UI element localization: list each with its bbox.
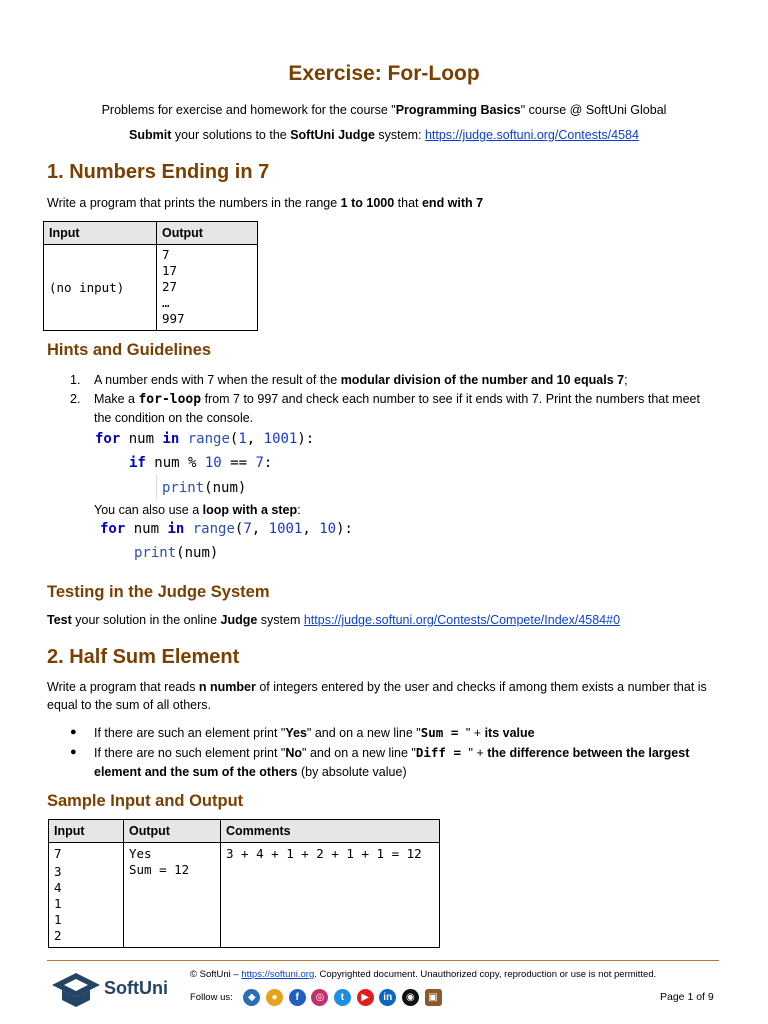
page-number: Page 1 of 9 [660,991,714,1003]
code-line: for num in range(1, 1001): [95,431,315,447]
numbers-example-table [43,221,258,331]
table-header: Input [44,222,157,245]
bullet-item-yes: ● If there are such an element print "Yes" and on a new line "Sum = " + its value [70,725,535,740]
github-icon[interactable]: ◉ [402,989,419,1006]
sample-heading: Sample Input and Output [47,792,244,810]
hint-item-2: 2. Make a for-loop from 7 to 997 and check each number to see if it ends with 7. Print the numbers that meet the condition on the console. [70,392,700,425]
instagram-icon[interactable]: ◎ [311,989,328,1006]
softuni-icon[interactable]: ◆ [243,989,260,1006]
facebook-icon[interactable]: f [289,989,306,1006]
submit-line: Submit your solutions to the SoftUni Judge system: https://judge.softuni.org/Contests/4584 [129,128,639,142]
discord-icon[interactable]: ▣ [425,989,442,1006]
page-title: Exercise: For-Loop [288,62,480,85]
step-note: You can also use a loop with a step: [94,503,301,517]
bullet-item-no: ● If there are no such element print "No" and on a new line "Diff = " + the difference between the largest element and the sum of the others (by absolute value) [70,745,690,779]
copyright-notice: © SoftUni – https://softuni.org. Copyrighted document. Unauthorized copy, reproduction or use is not permitted. [190,969,657,980]
table-header: Output [124,820,221,843]
bullet-icon: ● [70,746,77,758]
social-links: Follow us: ◆ ● f ◎ t ▶ in ◉ ▣ [190,989,445,1006]
testing-heading: Testing in the Judge System [47,583,270,601]
hints-heading: Hints and Guidelines [47,341,212,359]
table-cell-input: (no input) [44,245,157,331]
code-line: print(num) [162,480,247,496]
code-line: if num % 10 == 7: [129,455,273,471]
judge-compete-link[interactable]: https://judge.softuni.org/Contests/Compete/Index/4584#0 [303,613,621,627]
section1-description: Write a program that prints the numbers in the range 1 to 1000 that end with 7 [47,196,484,210]
indent-guide [156,474,157,500]
table-cell-input: 7 3 4 1 1 2 [49,843,124,948]
softuni-global-icon[interactable]: ● [266,989,283,1006]
table-cell-comment: 3 + 4 + 1 + 2 + 1 + 1 = 12 [221,843,440,948]
table-cell-output: Yes Sum = 12 [124,843,221,948]
graduation-cap-icon [50,969,102,1009]
section-heading-numbers-ending-7: 1. Numbers Ending in 7 [47,161,270,183]
table-cell-output: 7 17 27 … 997 [157,245,258,331]
section2-description: Write a program that reads n number of integers entered by the user and checks if among them exists a number that is equal to the sum of all others. [47,680,707,712]
code-line: for num in range(7, 1001, 10): [100,521,353,537]
testing-description: Test your solution in the online Judge system https://judge.softuni.org/Contests/Compete/Index/4584#0 [47,613,621,627]
sample-table [48,819,440,948]
table-header: Comments [221,820,440,843]
softuni-logo[interactable] [50,969,170,1009]
code-line: print(num) [134,545,219,561]
youtube-icon[interactable]: ▶ [357,989,374,1006]
judge-contest-link[interactable]: https://judge.softuni.org/Contests/4584 [424,128,639,142]
bullet-icon: ● [70,726,77,738]
linkedin-icon[interactable]: in [379,989,396,1006]
section-heading-half-sum-element: 2. Half Sum Element [47,646,240,668]
logo-text: SoftUni [104,978,168,998]
footer-divider [47,960,719,961]
table-header: Output [157,222,258,245]
softuni-site-link[interactable]: https://softuni.org [241,969,315,980]
course-subtitle: Problems for exercise and homework for the course "Programming Basics" course @ SoftUni Global [101,103,667,117]
table-header: Input [49,820,124,843]
hint-item-1: 1. A number ends with 7 when the result of the modular division of the number and 10 equals 7; [70,373,628,387]
twitter-icon[interactable]: t [334,989,351,1006]
